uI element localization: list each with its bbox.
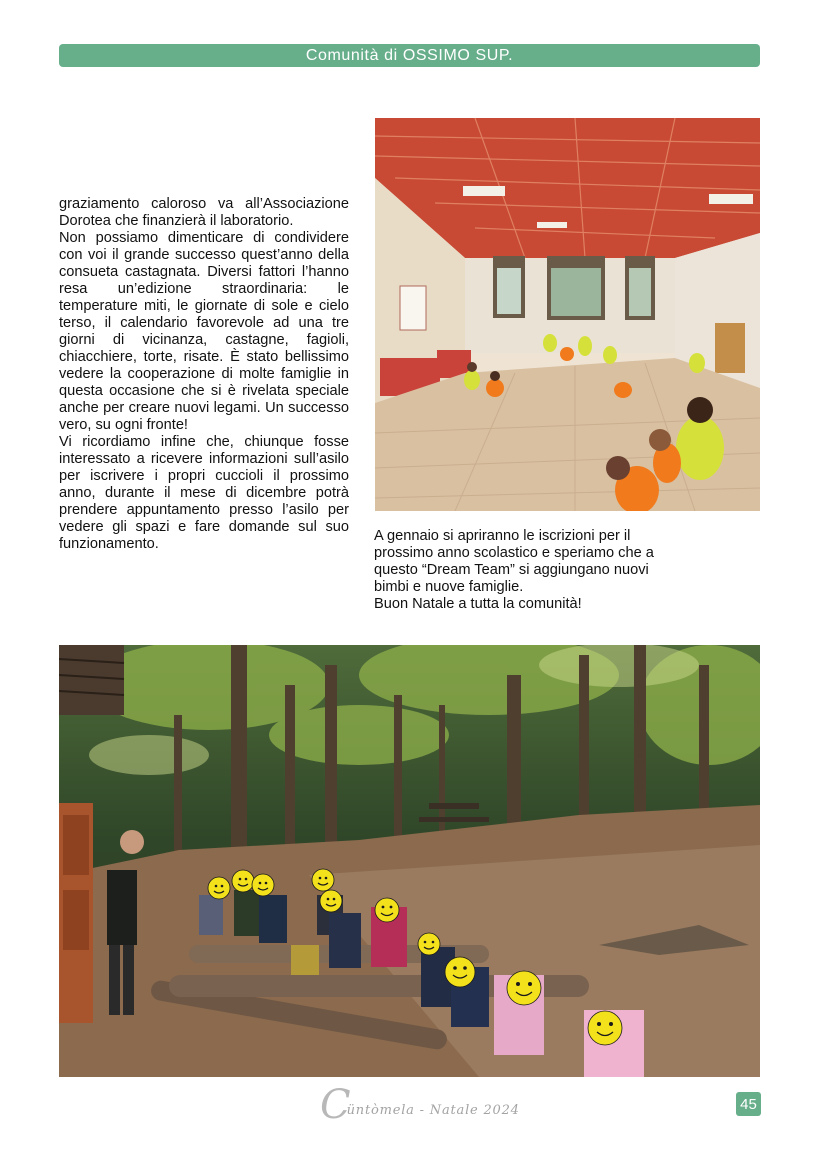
paragraph: graziamento caloroso va all’Associazione Dorotea che finanzierà il laboratorio. — [59, 196, 349, 229]
magazine-logo — [320, 1082, 520, 1128]
photo-classroom-children — [375, 118, 760, 511]
page-number: 45 — [736, 1092, 761, 1116]
section-title: Comunità di OSSIMO SUP. — [305, 46, 514, 64]
page-header-band — [59, 44, 760, 67]
paragraph: Buon Natale a tutta la comunità! — [374, 596, 582, 612]
paragraph: A gennaio si apriranno le iscrizioni per il prossimo anno scolastico e speriamo che a questo “Dream Team” si aggiungano nuovi bimbi e nuove famiglie. — [374, 528, 654, 595]
right-text-column — [374, 528, 664, 613]
classroom-illustration — [375, 118, 760, 511]
photo-forest-group — [59, 645, 760, 1077]
left-text-column — [59, 196, 349, 553]
paragraph: Non possiamo dimenticare di condividere con voi il grande successo quest’anno della consueta castagnata. Diversi fattori l’hanno resa un’edizione straordinaria: le temperature miti, le giornate di sole e cielo terso, il calendario favorevole ad una tre giorni di vicinanza, castagne, fagioli, chiacchiere, torte, risate. È stato bellissimo vedere la cooperazione di molte famiglie in questa occasione che si è rivelata speciale anche per creare nuovi legami. Un successo vero, su ogni fronte! — [59, 230, 349, 433]
paragraph: Vi ricordiamo infine che, chiunque fosse interessato a ricevere informazioni sull’asilo per iscrivere i propri cuccioli il prossimo anno, durante il mese di dicembre potrà prendere appuntamento presso l’asilo per vedere gli spazi e fare domande sul suo funzionamento. — [59, 434, 349, 552]
magazine-issue: üntòmela - Natale 2024 — [346, 1103, 520, 1118]
logo-initial: C — [320, 1082, 351, 1128]
forest-illustration — [59, 645, 760, 1077]
